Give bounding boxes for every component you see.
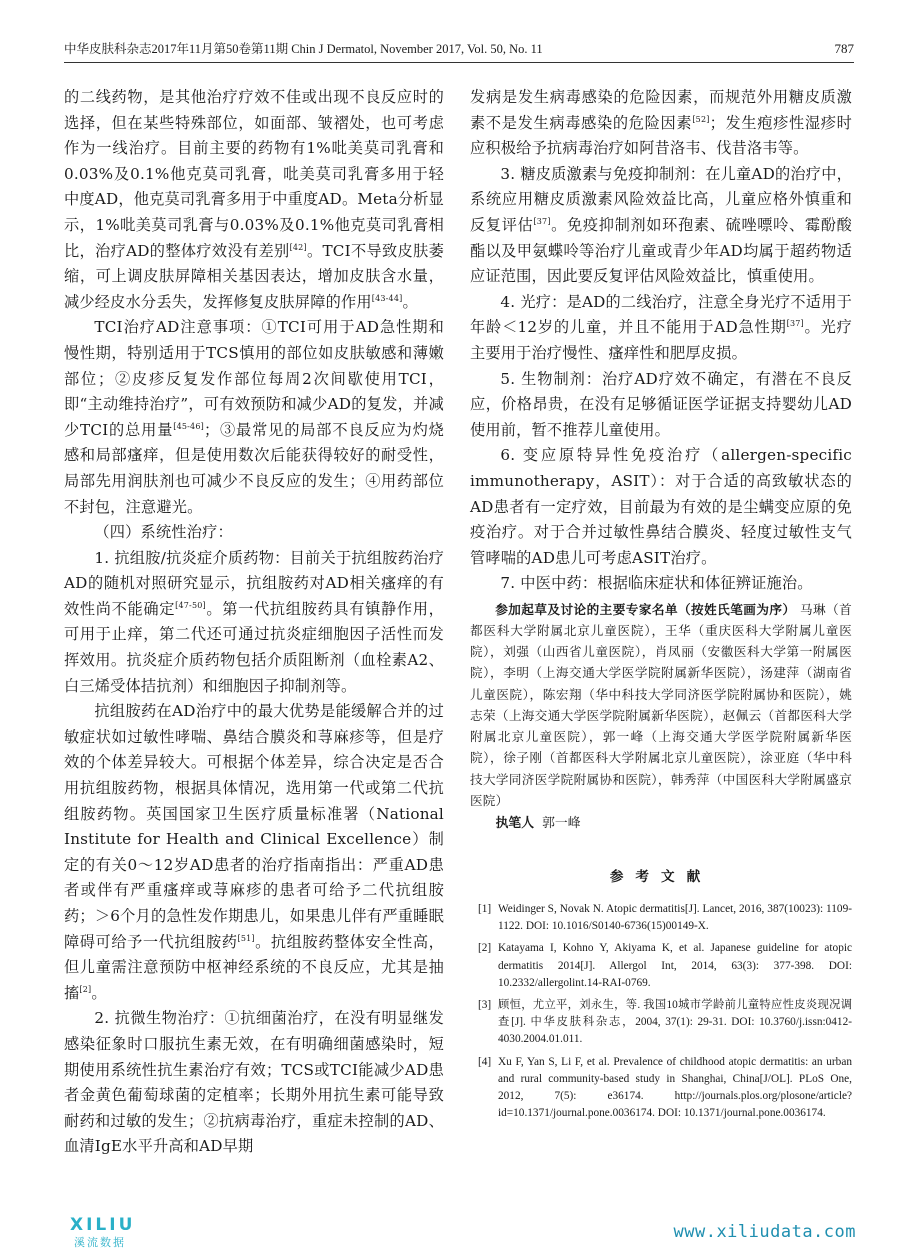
journal-citation: 中华皮肤科杂志2017年11月第50卷第11期 Chin J Dermatol, November 2017, Vol. 50, No. 11	[64, 42, 543, 56]
reference-number: [2]	[478, 942, 492, 955]
reference-text: Xu F, Yan S, Li F, et al. Prevalence of childhood atopic dermatitis: an urban and rural community-based study in Shanghai, China[J/OL]. PLoS One, 2012, 7(5): e36174. http://journals.plos.org/plosone/article?id=10.1371/journal.pone.0036174. DOI: 10.1371/journal.pone.0036174.	[498, 1055, 852, 1120]
paragraph-text: ；③最常见的局部不良反应为灼烧感和局部瘙痒，但是使用数次后能获得较好的耐受性，局部先用润肤剂也可减少不良反应的发生；④用药部位不封包，注意避光。	[64, 420, 445, 516]
page-number: 787	[834, 41, 854, 56]
paragraph-text: 2. 抗微生物治疗：①抗细菌治疗，在没有明显继发感染征象时口服抗生素无效，在有明确细菌感染时，短期使用系统性抗生素治疗有效；TCS或TCI能减少AD患者金黄色葡萄球菌的定植率；长期外用抗生素可能导致耐药和过敏的发生；②抗病毒治疗，重症未控制的AD、血清IgE水平升高和AD早期	[64, 1009, 444, 1156]
paragraph-text: 。免疫抑制剂如环孢素、硫唑嘌呤、霉酚酸酯以及甲氨蝶呤等治疗儿童或青少年AD均属于超药物适应证范围，因此要反复评估风险效益比，慎重使用。	[470, 215, 852, 286]
body-paragraph	[64, 85, 444, 315]
paragraph-text: 1. 抗组胺/抗炎症介质药物：目前关于抗组胺药治疗AD的随机对照研究显示，抗组胺药对AD相关瘙痒的有效性尚不能确定	[64, 548, 444, 618]
body-paragraph	[470, 162, 852, 290]
citation-superscript: [43-44]	[371, 293, 403, 303]
references-heading: 参考文献	[609, 868, 713, 885]
logo-chinese: 溪流数据	[74, 1236, 126, 1249]
citation-superscript: [52]	[692, 114, 710, 124]
body-paragraph	[64, 699, 444, 1006]
paragraph-text: 发病是发生病毒感染的危险因素，而规范外用糖皮质激素不是发生病毒感染的危险因素	[470, 88, 852, 132]
reference-list	[470, 901, 852, 1122]
reference-item	[470, 1054, 852, 1123]
reference-text: Katayama I, Kohno Y, Akiyama K, et al. Japanese guideline for atopic dermatitis 2014[J]. Allergol Int, 2014, 63(3): 377-398. DOI: 10.2332/allergolint.14-RAI-0769.	[498, 942, 852, 989]
paragraph-text: 。	[91, 983, 107, 1002]
paragraph-text: 。第一代抗组胺药具有镇静作用，可用于止痒，第二代还可通过抗炎症细胞因子活性而发挥效用。抗炎症介质药物包括介质阻断剂（血栓素A2、白三烯受体拮抗剂）和细胞因子抑制剂等。	[64, 599, 445, 695]
paragraph-text: 5. 生物制剂：治疗AD疗效不确定，有潜在不良反应，价格昂贵，在没有足够循证医学证据支持婴幼儿AD使用前，暂不推荐儿童使用。	[470, 369, 852, 439]
paragraph-text: 抗组胺药在AD治疗中的最大优势是能缓解合并的过敏症状如过敏性哮喘、鼻结合膜炎和荨麻疹等，但是疗效的个体差异较大。可根据个体差异，综合决定是否合用抗组胺药物，根据具体情况，选用第一代或第二代抗组胺药物。英国国家卫生医疗质量标准署（National Institute for Health and Clinical Excellence）制定的有关0～12岁AD患者的治疗指南指出：严重AD患者或伴有严重瘙痒或荨麻疹的患者可给予二代抗组胺药；＞6个月的急性发作期患儿，如果患儿伴有严重睡眠障碍可给予一代抗组胺药	[64, 702, 444, 951]
reference-item	[470, 997, 852, 1049]
expert-list-heading: 参加起草及讨论的主要专家名单（按姓氏笔画为序）	[495, 601, 796, 617]
running-header	[64, 40, 854, 63]
paragraph-text: （四）系统性治疗：	[94, 523, 233, 542]
reference-number: [4]	[478, 1055, 492, 1068]
citation-superscript: [51]	[237, 933, 255, 943]
paragraph-text: TCI治疗AD注意事项：①TCI可用于AD急性期和慢性期，特别适用于TCS慎用的部位如皮肤敏感和薄嫩部位；②皮疹反复发作部位每周2次间歇使用TCI，即“主动维持治疗”，可有效预防和减少AD的复发，并减少TCI的总用量	[64, 318, 444, 439]
body-paragraph	[64, 546, 444, 700]
right-column	[470, 85, 852, 1127]
author-line	[470, 813, 852, 835]
left-column	[64, 85, 444, 1160]
citation-superscript: [42]	[289, 242, 307, 252]
expert-list	[470, 599, 852, 811]
citation-superscript: [47-50]	[175, 600, 206, 610]
body-paragraph	[470, 85, 852, 162]
body-paragraph	[470, 443, 852, 571]
reference-text: 顾恒，尤立平，刘永生，等. 我国10城市学龄前儿童特应性皮炎现况调查[J]. 中华皮肤科杂志，2004, 37(1): 29-31. DOI: 10.3760/j.issn:0412-4030.2004.01.011.	[498, 998, 852, 1046]
paragraph-text: 。光疗主要用于治疗慢性、瘙痒性和肥厚皮损。	[470, 318, 852, 362]
paragraph-text: 。抗组胺药整体安全性高，但儿童需注意预防中枢神经系统的不良反应，尤其是抽搐	[64, 932, 444, 1002]
body-paragraph	[470, 571, 852, 597]
reference-number: [1]	[478, 902, 492, 915]
paragraph-text: 6. 变应原特异性免疫治疗（allergen-specific immunotherapy，ASIT）：对于合适的高致敏状态的AD患者有一定疗效，目前最为有效的是尘螨变应原的免疫治疗。对于合并过敏性鼻结合膜炎、轻度过敏性支气管哮喘的AD患儿可考虑ASIT治疗。	[470, 446, 852, 567]
citation-superscript: [37]	[786, 319, 804, 329]
website-url[interactable]: www.xiliudata.com	[673, 1222, 856, 1242]
body-paragraph	[470, 367, 852, 444]
citation-superscript: [2]	[79, 984, 92, 994]
paragraph-text: 。TCI不导致皮肤萎缩，可上调皮肤屏障相关基因表达，增加皮肤含水量，减少经皮水分丢失，发挥修复皮肤屏障的作用	[64, 241, 444, 311]
paragraph-text: ；发生疱疹性湿疹时应积极给予抗病毒治疗如阿昔洛韦、伐昔洛韦等。	[470, 113, 852, 158]
reference-item	[470, 901, 852, 935]
paragraph-text: 7. 中医中药：根据临床症状和体征辨证施治。	[500, 574, 813, 593]
author-label: 执笔人	[495, 815, 534, 831]
body-paragraph	[64, 1006, 444, 1160]
reference-text: Weidinger S, Novak N. Atopic dermatitis[J]. Lancet, 2016, 387(10023): 1109-1122. DOI: 10.1016/S0140-6736(15)00149-X.	[498, 902, 852, 933]
paragraph-text: 的二线药物，是其他治疗疗效不佳或出现不良反应时的选择，但在某些特殊部位，如面部、皱褶处，也可考虑作为一线治疗。目前主要的药物有1%吡美莫司乳膏和0.03%及0.1%他克莫司乳膏，吡美莫司乳膏多用于轻中度AD，他克莫司乳膏多用于中重度AD。Meta分析显示，1%吡美莫司乳膏与0.03%及0.1%他克莫司乳膏相比，治疗AD的整体疗效没有差别	[64, 88, 444, 260]
reference-number: [3]	[478, 998, 492, 1011]
citation-superscript: [45-46]	[173, 421, 204, 431]
body-paragraph	[64, 315, 444, 520]
xiliu-logo	[62, 1215, 162, 1249]
body-paragraph	[470, 290, 852, 367]
author-name: 郭一峰	[542, 815, 581, 831]
body-paragraph	[64, 520, 444, 546]
expert-list-body: 马琳（首都医科大学附属北京儿童医院），王华（重庆医科大学附属儿童医院），刘强（山西省儿童医院），肖凤丽（安徽医科大学第一附属医院），李明（上海交通大学医学院附属新华医院），汤建萍（湖南省儿童医院），陈宏翔（华中科技大学同济医学院附属协和医院），姚志荣（上海交通大学医学院附属新华医院），赵佩云（首都医科大学附属北京儿童医院），郭一峰（上海交通大学医学院附属新华医院），徐子刚（首都医科大学附属北京儿童医院），涂亚庭（华中科技大学同济医学院附属协和医院），韩秀萍（中国医科大学附属盛京医院）	[470, 601, 852, 808]
citation-superscript: [37]	[533, 216, 551, 226]
paragraph-text: 4. 光疗：是AD的二线治疗，注意全身光疗不适用于年龄＜12岁的儿童，并且不能用于AD急性期	[470, 292, 852, 337]
logo-wordmark: XILIU	[70, 1215, 136, 1235]
paragraph-text: 。	[402, 292, 418, 311]
paragraph-text: 3. 糖皮质激素与免疫抑制剂：在儿童AD的治疗中，系统应用糖皮质激素风险效益比高，儿童应格外慎重和反复评估	[470, 164, 852, 234]
reference-item	[470, 940, 852, 992]
